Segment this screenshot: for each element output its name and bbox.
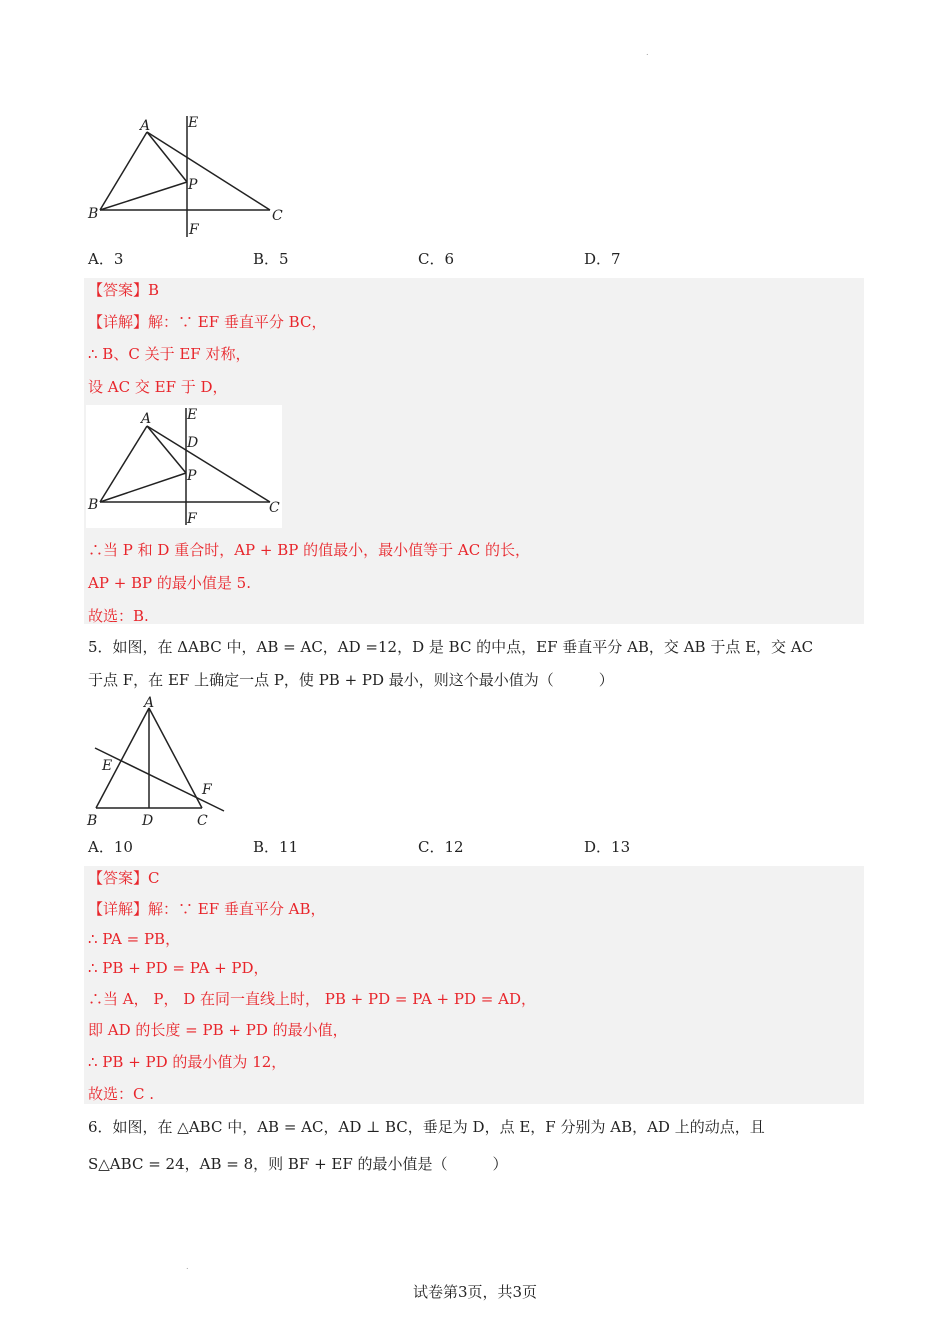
side-ac — [149, 708, 202, 808]
label-e: E — [102, 758, 113, 774]
label-e: E — [188, 115, 199, 131]
q5-option-c[interactable]: C．12 — [418, 838, 464, 856]
label-p: P — [187, 468, 197, 484]
q5-detail-line-2: ∴ PA = PB， — [88, 930, 181, 948]
label-f: F — [189, 222, 199, 238]
q4-option-c[interactable]: C．6 — [418, 250, 455, 268]
q4-detail-tag: 【详解】 — [88, 313, 149, 331]
q5-detail-text: 解：∵ EF 垂直平分 AB， — [148, 900, 326, 918]
q5-detail-tag: 【详解】 — [88, 900, 149, 918]
q5-detail-line-7: 故选：C . — [88, 1085, 155, 1103]
label-b: B — [88, 497, 99, 513]
segment-ap — [147, 132, 187, 182]
q5-detail-line-1 — [88, 899, 326, 919]
q4-figure-1 — [84, 110, 294, 240]
q4-detail-line-2: ∴ B、C 关于 EF 对称， — [88, 345, 251, 363]
q4-answer: 【答案】B — [88, 281, 160, 299]
label-f: F — [202, 782, 212, 798]
side-ab — [100, 426, 147, 502]
q4-figure-2 — [86, 405, 282, 528]
label-f: F — [187, 511, 197, 527]
q5-answer: 【答案】C — [88, 869, 160, 887]
q4-detail-line-4: ∴当 P 和 D 重合时，AP + BP 的值最小，最小值等于 AC 的长， — [88, 541, 530, 559]
corner-dot-bottom: . — [186, 1262, 189, 1271]
q5-stem-line-1: 5．如图，在 ΔABC 中，AB = AC，AD =12，D 是 BC 的中点，EF 垂直平分 AB，交 AB 于点 E，交 AC — [88, 638, 814, 656]
q5-detail-line-4: ∴当 A， P， D 在同一直线上时， PB + PD = PA + PD = AD， — [88, 990, 536, 1008]
q4-option-d[interactable]: D．7 — [584, 250, 621, 268]
q5-option-b[interactable]: B．11 — [253, 838, 299, 856]
side-ac — [147, 132, 270, 210]
q4-option-a[interactable]: A．3 — [88, 250, 124, 268]
q5-detail-line-3: ∴ PB + PD = PA + PD， — [88, 959, 269, 977]
label-a: A — [144, 695, 155, 711]
segment-ap — [147, 426, 186, 473]
label-c: C — [269, 500, 280, 516]
label-e: E — [187, 407, 198, 423]
corner-dot-top: . — [646, 48, 649, 57]
side-ab — [100, 132, 147, 210]
q4-detail-line-3: 设 AC 交 EF 于 D， — [88, 378, 228, 396]
label-c: C — [197, 813, 208, 829]
label-d: D — [142, 813, 154, 829]
q5-option-a[interactable]: A．10 — [88, 838, 133, 856]
q5-detail-line-6: ∴ PB + PD 的最小值为 12， — [88, 1053, 287, 1071]
label-d: D — [187, 435, 199, 451]
label-a: A — [140, 118, 151, 134]
label-a: A — [141, 411, 152, 427]
q5-figure — [84, 694, 234, 834]
q4-detail-line-5: AP + BP 的最小值是 5. — [88, 574, 251, 592]
q6-stem-line-2: S△ABC = 24，AB = 8，则 BF + EF 的最小值是（ ） — [88, 1155, 508, 1173]
segment-bp — [100, 473, 186, 502]
q4-option-b[interactable]: B．5 — [253, 250, 289, 268]
page-footer: 试卷第3页，共3页 — [412, 1283, 538, 1301]
q6-stem-line-1: 6．如图，在 △ABC 中，AB = AC，AD ⊥ BC，垂足为 D，点 E，F 分别为 AB，AD 上的动点，且 — [88, 1118, 765, 1136]
label-b: B — [88, 206, 99, 222]
side-ac — [147, 426, 270, 502]
label-c: C — [272, 208, 283, 224]
segment-bp — [100, 182, 187, 210]
q4-detail-line-6: 故选：B. — [88, 607, 149, 625]
q4-detail-text: 解：∵ EF 垂直平分 BC， — [148, 313, 327, 331]
line-ef — [95, 748, 224, 811]
q5-stem-line-2: 于点 F，在 EF 上确定一点 P，使 PB + PD 最小，则这个最小值为（ ） — [88, 671, 614, 689]
q5-option-d[interactable]: D．13 — [584, 838, 631, 856]
label-b: B — [87, 813, 98, 829]
q5-detail-line-5: 即 AD 的长度 = PB + PD 的最小值， — [88, 1021, 348, 1039]
q4-detail-line-1 — [88, 312, 326, 332]
label-p: P — [188, 177, 198, 193]
